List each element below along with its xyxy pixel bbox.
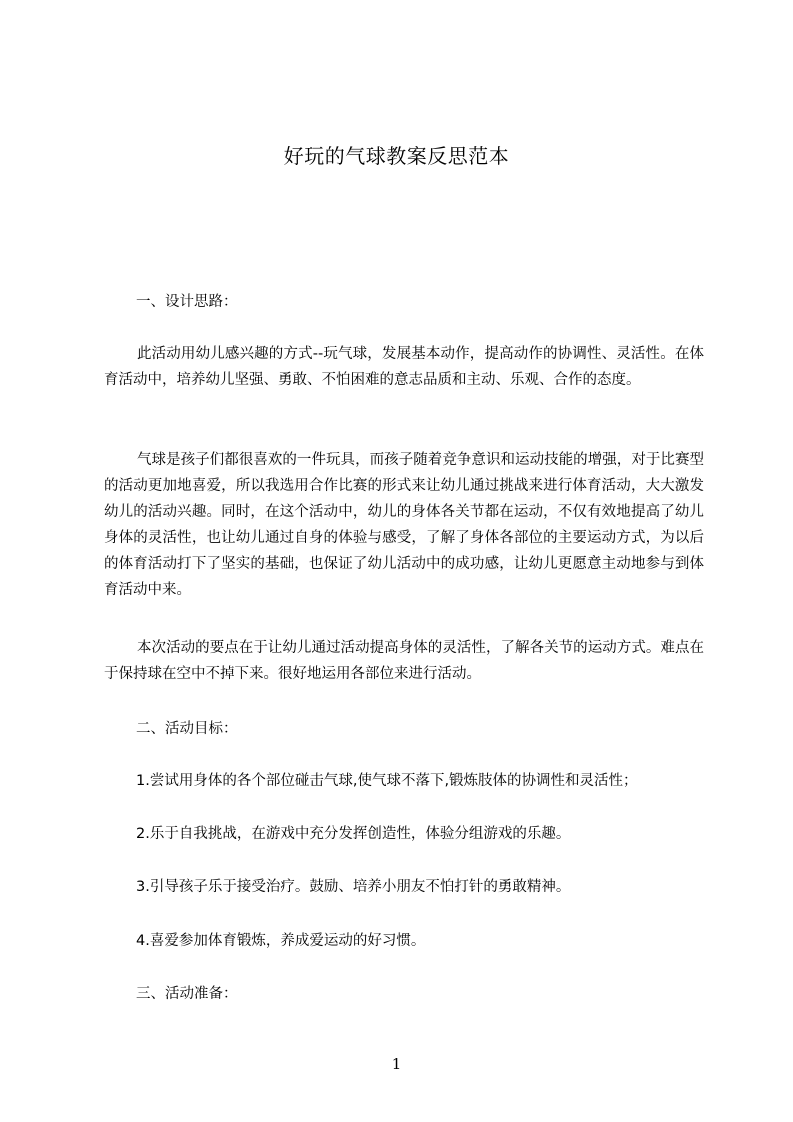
goal-item-1: 1.尝试用身体的各个部位碰击气球,使气球不落下,锻炼肢体的协调性和灵活性； xyxy=(136,773,638,789)
page-number: 1 xyxy=(391,1055,402,1073)
document-title: 好玩的气球教案反思范本 xyxy=(283,144,510,168)
paragraph-design-intro: 此活动用幼儿感兴趣的方式--玩气球，发展基本动作，提高动作的协调性、灵活性。在体育活动中，培养幼儿坚强、勇敢、不怕困难的意志品质和主动、乐观、合作的态度。 xyxy=(104,346,704,388)
paragraph-balloon-activity: 气球是孩子们都很喜欢的一件玩具，而孩子随着竞争意识和运动技能的增强，对于比赛型的活动更加地喜爱，所以我选用合作比赛的形式来让幼儿通过挑战来进行体育活动，大大激发幼儿的活动兴趣。同时，在这个活动中，幼儿的身体各关节都在运动，不仅有效地提高了幼儿身体的灵活性，也让幼儿通过自身的体验与感受，了解了身体各部位的主要运动方式，为以后的体育活动打下了坚实的基础，也保证了幼儿活动中的成功感，让幼儿更愿意主动地参与到体育活动中来。 xyxy=(104,452,704,598)
paragraph-key-points: 本次活动的要点在于让幼儿通过活动提高身体的灵活性，了解各关节的运动方式。难点在于保持球在空中不掉下来。很好地运用各部位来进行活动。 xyxy=(104,640,704,682)
goal-item-2: 2.乐于自我挑战，在游戏中充分发挥创造性，体验分组游戏的乐趣。 xyxy=(136,826,571,842)
section-heading-design: 一、设计思路： xyxy=(136,294,238,310)
section-heading-preparation: 三、活动准备： xyxy=(136,986,238,1002)
goal-item-4: 4.喜爱参加体育锻炼，养成爱运动的好习惯。 xyxy=(136,933,426,949)
goal-item-3: 3.引导孩子乐于接受治疗。鼓励、培养小朋友不怕打针的勇敢精神。 xyxy=(136,879,571,895)
section-heading-goals: 二、活动目标： xyxy=(136,721,238,737)
